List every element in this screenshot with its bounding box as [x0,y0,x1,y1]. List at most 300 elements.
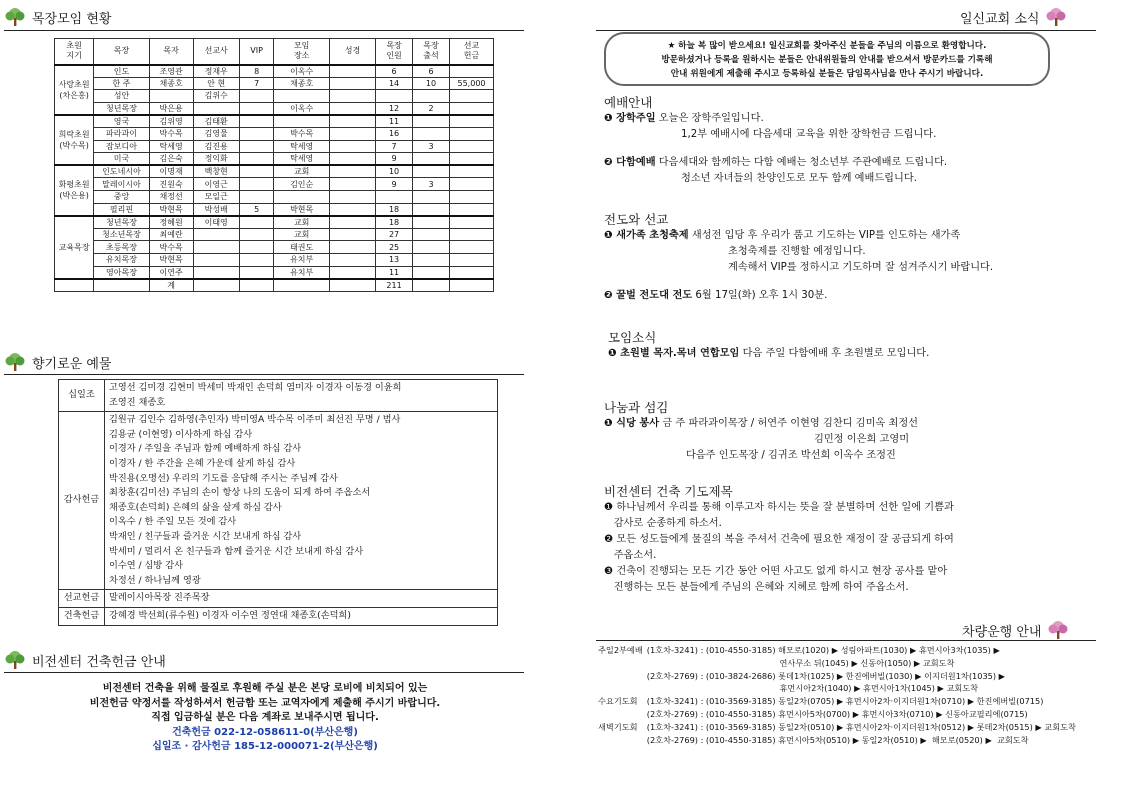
table-header-row [55,39,494,65]
group-name: 희락초원 [58,130,90,140]
table-cell [329,153,375,166]
table-cell [413,253,450,266]
table-cell: 채종호 [149,77,193,90]
table-row [55,140,494,153]
bus-row [596,670,1078,683]
table-cell: 박현목 [274,203,329,216]
table-cell: 18 [376,203,413,216]
mission-section [604,212,993,304]
table-cell [239,127,274,140]
prayer-line: 감사로 순종하게 하소서. [604,518,722,529]
table-cell [274,90,329,103]
table-cell: 말레이시아 [94,178,149,191]
table-cell [329,253,375,266]
table-cell: 김은숙 [149,153,193,166]
table-cell [450,90,494,103]
table-cell: 영아목장 [94,266,149,279]
column-header: 모임 장소 [274,39,329,65]
meeting-section [608,330,929,362]
table-cell [55,279,94,292]
item-sub: 김민정 이은희 고영미 [814,434,910,445]
group-cell [55,65,94,115]
offering-label: 건축헌금 [59,607,105,625]
table-cell [450,190,494,203]
group-name: 화평초원 [58,180,90,190]
table-cell [413,190,450,203]
table-row [55,65,494,78]
table-cell [450,178,494,191]
table-cell: 계 [149,279,193,292]
table-cell [239,253,274,266]
offering-content [105,607,498,625]
column-header: 초원 지기 [55,39,94,65]
table-cell: 진원숙 [149,178,193,191]
table-cell: 10 [413,77,450,90]
table-cell [450,216,494,229]
table-cell: 박은용 [149,102,193,115]
table-cell [413,216,450,229]
bus-service: 주일2부예배 [598,645,643,655]
table-cell [149,90,193,103]
vision-section-header [4,650,166,670]
vision-line: 직접 입금하실 분은 다음 계좌로 보내주시면 됩니다. [151,712,379,723]
table-cell [450,127,494,140]
group-leader: (차은홍) [59,90,89,100]
table-row [55,90,494,103]
offering-line: 박세미 / 멀리서 온 친구들과 함께 즐거운 시간 보내게 하심 감사 [109,545,364,557]
table-cell [450,153,494,166]
table-row [59,590,498,608]
table-cell [329,279,375,292]
welcome-line: ★ 하늘 복 많이 받으세요! 일신교회를 찾아주신 분들을 주님의 이름으로 환영합니다. [667,41,987,51]
column-header: 선교 헌금 [450,39,494,65]
table-cell: 이옥수 [274,65,329,78]
table-cell: 탁세영 [149,140,193,153]
table-cell: 2 [413,102,450,115]
meeting-title: 모임소식 [608,330,657,345]
item-sub: 초청축제를 진행할 예정입니다. [728,246,866,257]
group-cell [55,115,94,165]
prayer-line: ❷ 모든 성도들에게 물질의 복을 주셔서 건축에 필요한 재정이 잘 공급되게 하여 [604,534,954,545]
bus-section-header [962,620,1075,640]
item-text: 새성전 입당 후 우리가 품고 기도하는 VIP를 인도하는 새가족 [691,230,961,241]
table-cell [450,253,494,266]
table-cell [450,140,494,153]
tree-icon [1045,7,1067,27]
table-cell: 영국 [94,115,149,128]
news-section-header [960,7,1073,27]
serve-section [604,400,918,464]
tree-icon [1047,620,1069,640]
bus-service [596,734,645,747]
bus-service: 새벽기도회 [598,721,638,732]
table-cell [239,115,274,128]
table-cell: 인도 [94,65,149,78]
table-cell: 10 [376,165,413,178]
group-name: 교육목장 [58,242,90,252]
offering-label: 십일조 [59,380,105,412]
table-cell: 백창현 [193,165,239,178]
table-cell: 12 [376,102,413,115]
table-cell [94,279,149,292]
offering-line: 박진용(오명선) 우리의 기도를 응답해 주시는 주님께 감사 [109,472,338,484]
table-cell [450,279,494,292]
table-cell [329,90,375,103]
table-cell: 박현목 [149,253,193,266]
table-cell [329,140,375,153]
item-head: ❷ 꿀벌 전도대 전도 [604,290,693,301]
table-cell: 이연주 [149,266,193,279]
table-row [59,412,498,590]
bus-title: 차량운행 안내 [962,624,1042,640]
tree-icon [4,7,26,27]
table-cell [329,266,375,279]
table-cell: 인도네시아 [94,165,149,178]
table-row [55,153,494,166]
bus-row [596,708,1078,721]
table-cell: 5 [239,203,274,216]
table-cell: 유치부 [274,266,329,279]
table-cell [413,153,450,166]
bus-route: 휴먼시아2차(1040) ▶ 휴먼시아1차(1045) ▶ 교회도착 [646,683,979,694]
table-cell [239,216,274,229]
column-header: VIP [239,39,274,65]
table-row [55,253,494,266]
table-cell [329,102,375,115]
table-cell: 이태영 [193,216,239,229]
table-cell: 탁세영 [274,140,329,153]
table-cell: 조영관 [149,65,193,78]
table-cell: 유치부 [274,253,329,266]
news-title: 일신교회 소식 [960,11,1040,27]
table-cell [239,140,274,153]
table-cell: 중앙 [94,190,149,203]
table-cell: 교회 [274,216,329,229]
table-cell [193,253,239,266]
table-cell: 정재우 [193,65,239,78]
table-row [55,241,494,254]
bus-schedule-table [596,644,1078,746]
bus-service [596,682,645,695]
prayer-section [604,484,954,596]
table-cell: 박현목 [149,203,193,216]
offering-content [105,590,498,608]
group-leader: (박수목) [59,141,89,151]
table-cell [376,190,413,203]
tithe-account: 십일조 · 감사헌금 185-12-000071-2(부산은행) [152,741,378,752]
table-cell: 정익화 [193,153,239,166]
table-cell [193,102,239,115]
mission-title: 전도와 선교 [604,212,669,227]
bus-row [596,734,1078,747]
divider [596,30,1096,31]
tree-icon [4,650,26,670]
item-sub: 청소년 자녀들의 찬양인도로 모두 함께 예배드립니다. [681,173,917,184]
table-cell: 김위영 [149,115,193,128]
total-row [55,279,494,292]
table-row [55,102,494,115]
item-text: 오늘은 장학주일입니다. [658,113,764,124]
table-row [59,380,498,412]
table-cell: 김진용 [193,140,239,153]
group-cell [55,165,94,215]
offering-line: 김원규 김인수 김하영(추인자) 박미영A 박수목 이주미 최선진 무명 / 범사 [109,414,401,426]
table-cell: 박수목 [149,241,193,254]
column-header: 성경 [329,39,375,65]
table-cell [329,228,375,241]
table-cell: 3 [413,178,450,191]
vision-line: 비전센터 건축을 위해 물질로 후원해 주실 분은 본당 로비에 비치되어 있는 [102,683,428,694]
column-header: 목자 [149,39,193,65]
vision-line: 비전헌금 약정서를 작성하셔서 헌금함 또는 교역자에게 제출해 주시기 바랍니다. [89,697,441,709]
table-row [55,178,494,191]
table-cell [239,102,274,115]
table-cell [239,90,274,103]
tree-icon [4,352,26,372]
prayer-line: ❶ 하나님께서 우리를 통해 이루고자 하시는 뜻을 잘 분별하며 선한 일에 기쁨과 [604,502,954,513]
bus-route: (2호차-2769) : (010-4550-3185) 휴먼시아5차(0700) ▶ 휴먼시아3차(0710) ▶ 신동아교필리에(0715) [646,708,1028,719]
item-sub: 1,2부 예배시에 다음세대 교육을 위한 장학헌금 드립니다. [681,129,937,140]
table-cell: 박수목 [149,127,193,140]
item-text: 6월 17일(화) 오후 1시 30분. [695,290,828,301]
table-cell [329,190,375,203]
table-cell [274,190,329,203]
table-row [55,77,494,90]
offering-line: 차정선 / 하나님께 영광 [109,574,201,586]
bus-service [596,657,645,670]
offering-line: 이경자 / 한 주간을 은혜 가운데 살게 하심 감사 [109,457,296,469]
table-cell: 정혜원 [149,216,193,229]
bus-route: (1호차-3241) : (010-4550-3185) 해모로(1020) ▶ 성림아파트(1030) ▶ 휴먼시아3차(1035) ▶ [646,645,1000,655]
table-cell: 9 [376,178,413,191]
table-row [55,115,494,128]
prayer-line: ❸ 건축이 진행되는 모든 기간 동안 어떤 사고도 없게 하시고 현장 공사를 맡아 [604,566,948,577]
worship-title: 예배안내 [604,95,653,110]
bus-route: (1호차-3241) : (010-3569-3185) 동일2차(0510) ▶ 휴먼시아2차·이지더원1차(0512) ▶ 롯데2차(0515) ▶ 교회도착 [646,721,1076,732]
worship-section [604,95,947,187]
bus-row [596,644,1078,657]
offering-section-header [4,352,111,372]
offering-line: 말레이시아목장 진주목장 [109,592,210,604]
divider [4,30,524,31]
bus-service: 수요기도회 [598,696,638,707]
column-header: 목장 인원 [376,39,413,65]
item-text: 다음세대와 함께하는 다함 예배는 청소년부 주관예배로 드립니다. [658,157,948,168]
serve-title: 나눔과 섬김 [604,400,669,415]
table-cell [193,266,239,279]
vision-notice [30,682,500,755]
table-cell: 잠보디아 [94,140,149,153]
table-cell [329,127,375,140]
bus-row [596,682,1078,695]
bus-route: (2호차-2769) : (010-3824-2686) 롯데1차(1025) ▶ 한진에버빌(1030) ▶ 이지더원1차(1035) ▶ [646,670,1005,681]
offering-table [58,379,498,626]
table-cell: 김영물 [193,127,239,140]
bus-route: (2호차-2769) : (010-4550-3185) 휴먼시아5차(0510) ▶ 동일2차(0510) ▶ 해모로(0520) ▶ 교회도착 [646,734,1029,745]
item-head: ❷ 다함예배 [604,157,656,168]
item-sub: 다음주 인도목장 / 김귀조 박선희 이옥수 조정진 [686,450,896,461]
table-cell [239,190,274,203]
table-cell: 25 [376,241,413,254]
table-cell: 김태환 [193,115,239,128]
table-cell [329,178,375,191]
table-cell: 이명재 [149,165,193,178]
table-cell [329,65,375,78]
offering-line: 이경자 / 주일을 주님과 함께 예배하게 하심 감사 [109,443,302,455]
table-cell: 이영근 [193,178,239,191]
table-cell: 14 [376,77,413,90]
table-cell [413,241,450,254]
prayer-line: 주옵소서. [604,550,657,561]
table-cell: 청소년목장 [94,228,149,241]
offering-content [105,380,498,412]
offering-line: 강혜경 박선희(류수원) 이경자 이수연 정연대 채종호(손덕희) [109,609,351,621]
table-cell: 9 [376,153,413,166]
table-cell [329,77,375,90]
table-cell [239,228,274,241]
table-cell: 16 [376,127,413,140]
offering-line: 채종호(손덕희) 은혜의 삶을 살게 하심 감사 [109,501,282,513]
table-cell: 박수목 [274,127,329,140]
table-cell: 성안 [94,90,149,103]
table-cell: 27 [376,228,413,241]
table-cell: 55,000 [450,77,494,90]
item-head: ❶ 새가족 초청축제 [604,230,689,241]
table-cell: 청년목장 [94,102,149,115]
offering-label: 선교헌금 [59,590,105,608]
item-text: 금 주 파라과이목장 / 허연주 이현영 김찬디 김미옥 최정선 [662,418,919,429]
table-cell: 채종호 [274,77,329,90]
table-cell [413,203,450,216]
table-cell: 교회 [274,165,329,178]
prayer-title: 비전센터 건축 기도제목 [604,484,733,499]
table-cell [450,266,494,279]
bus-row [596,657,1078,670]
item-head: ❶ 초원별 목자.목녀 연합모임 [608,348,740,359]
table-cell [450,102,494,115]
table-cell: 3 [413,140,450,153]
offering-line: 고영선 김미경 김현미 박세미 박재인 손덕희 염미자 이경자 이동경 이윤희 [109,382,402,393]
bus-service [596,670,645,683]
column-header: 선교사 [193,39,239,65]
table-cell [274,279,329,292]
table-cell [329,241,375,254]
building-account: 건축헌금 022-12-058611-0(부산은행) [172,726,358,738]
welcome-line: 안내 위원에게 제출해 주시고 등록하실 분들은 담임목사님을 만나 주시기 바랍니다. [670,69,984,79]
offering-content [105,412,498,590]
column-header: 목장 [94,39,149,65]
table-cell [450,115,494,128]
table-row [55,216,494,229]
table-cell: 김위수 [193,90,239,103]
table-cell: 한 주 [94,77,149,90]
table-cell [329,115,375,128]
table-cell [193,241,239,254]
divider [4,672,524,673]
table-row [55,228,494,241]
group-cell [55,216,94,279]
item-text: 다음 주일 다함예배 후 초원별로 모입니다. [742,348,930,359]
table-cell: 최예란 [149,228,193,241]
offering-label: 감사헌금 [59,412,105,590]
bus-service [596,708,645,721]
offering-title: 향기로운 예물 [32,356,112,372]
offering-line: 김용균 (이현영) 이사하게 하심 감사 [109,428,253,440]
group-name: 사랑초원 [58,79,90,89]
table-cell: 13 [376,253,413,266]
table-cell [239,279,274,292]
table-cell: 미국 [94,153,149,166]
welcome-box [604,32,1050,86]
group-leader: (박은용) [59,191,89,201]
table-cell [450,228,494,241]
table-cell [450,241,494,254]
table-cell [413,127,450,140]
table-cell [413,115,450,128]
bus-route: (1호차-3241) : (010-3569-3185) 동일2차(0705) ▶ 휴먼시아2차·이지더원1차(0710) ▶ 한진에버빌(0715) [646,696,1044,707]
table-row [59,607,498,625]
table-cell [450,65,494,78]
prayer-line: 진행하는 모든 분들에게 주님의 은혜와 지혜로 함께 하여 주옵소서. [604,582,909,593]
table-cell: 이옥수 [274,102,329,115]
table-cell [413,90,450,103]
bus-route: 연사무소 뒤(1045) ▶ 신동아(1050) ▶ 교회도착 [646,657,955,668]
table-cell: 청년목장 [94,216,149,229]
divider [596,640,1096,641]
table-cell: 초등목장 [94,241,149,254]
offering-line: 이수연 / 심방 감사 [109,560,183,572]
table-cell: 탁세영 [274,153,329,166]
table-cell: 채정선 [149,190,193,203]
mokjang-table [54,38,494,292]
column-header: 목장 출석 [413,39,450,65]
item-sub: 계속해서 VIP를 정하시고 기도하며 잘 섬겨주시기 바랍니다. [728,262,994,273]
table-cell: 11 [376,115,413,128]
table-cell [193,228,239,241]
table-cell [413,165,450,178]
table-cell [450,165,494,178]
table-cell [413,279,450,292]
mokjang-section-header [4,7,111,27]
table-cell: 8 [239,65,274,78]
table-cell [239,266,274,279]
table-cell [329,216,375,229]
item-head: ❶ 식당 봉사 [604,418,660,429]
table-row [55,165,494,178]
table-cell: 7 [376,140,413,153]
table-cell [239,153,274,166]
table-cell: 안 현 [193,77,239,90]
table-cell: 7 [239,77,274,90]
table-cell [193,279,239,292]
table-cell [239,165,274,178]
item-head: ❶ 장학주일 [604,113,656,124]
table-cell [329,203,375,216]
bus-row [596,695,1078,708]
table-cell: 11 [376,266,413,279]
table-cell [329,165,375,178]
table-row [55,266,494,279]
table-cell [239,178,274,191]
table-cell: 태권도 [274,241,329,254]
table-cell: 211 [376,279,413,292]
offering-line: 조영진 채종호 [109,396,166,408]
table-cell: 필리핀 [94,203,149,216]
offering-line: 박재인 / 친구들과 즐거운 시간 보내게 하심 감사 [109,530,302,542]
table-cell [274,115,329,128]
table-cell [413,228,450,241]
table-cell: 파라과이 [94,127,149,140]
